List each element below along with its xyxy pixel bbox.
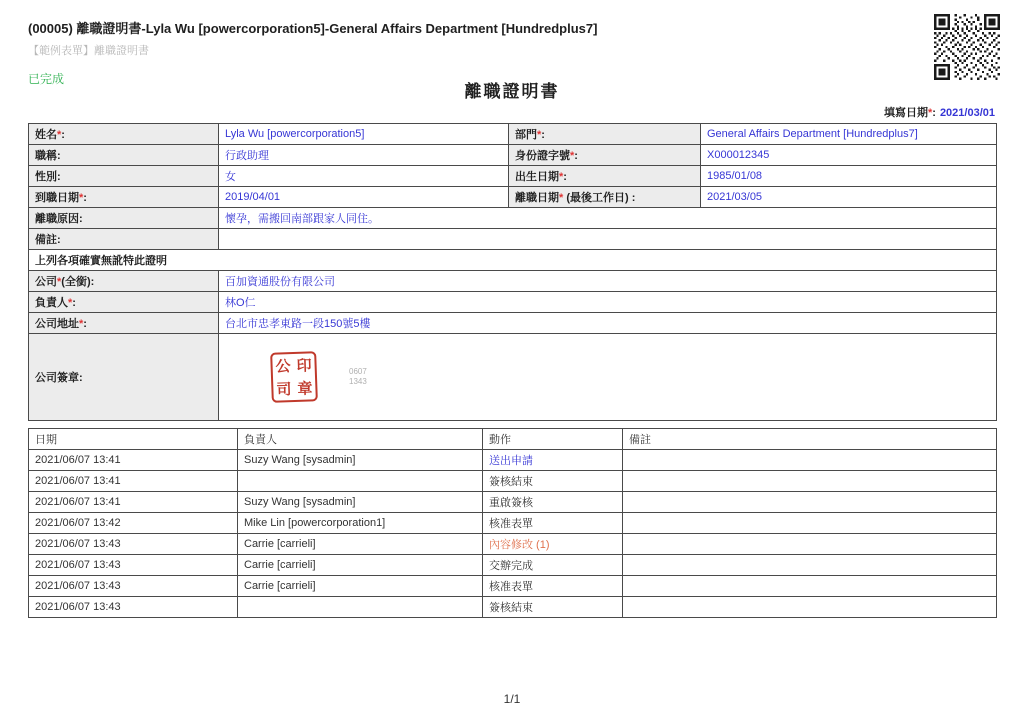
- log-note: [623, 576, 997, 597]
- label-colon: :: [541, 129, 545, 141]
- seal-area: [225, 352, 990, 402]
- name-label: [29, 124, 219, 145]
- content-modified-link[interactable]: 內容修改 (1): [483, 534, 623, 555]
- log-note: [623, 450, 997, 471]
- hire-date-value: 2019/04/01: [219, 187, 509, 208]
- company-address-label: [29, 313, 219, 334]
- label-text: 公司: [35, 276, 57, 288]
- label-text: 姓名: [35, 129, 57, 141]
- table-row: [29, 271, 997, 292]
- log-date: 2021/06/07 13:43: [29, 534, 238, 555]
- gender-value: 女: [219, 166, 509, 187]
- label-text: 離職日期: [515, 192, 559, 204]
- log-date: 2021/06/07 13:41: [29, 492, 238, 513]
- required-asterisk: *: [570, 150, 575, 162]
- log-note: [623, 513, 997, 534]
- log-header-date: 日期: [29, 429, 238, 450]
- log-date: 2021/06/07 13:43: [29, 576, 238, 597]
- log-action: 重啟簽核: [483, 492, 623, 513]
- employee-info-table: [28, 123, 997, 421]
- label-colon: :: [83, 318, 87, 330]
- fill-date-label: 填寫日期: [883, 107, 928, 119]
- seal-note-line: 1343: [349, 377, 367, 386]
- company-seal-cell: [219, 334, 997, 421]
- seal-char: 公: [275, 357, 291, 376]
- log-row: [29, 555, 997, 576]
- log-owner: [238, 471, 483, 492]
- log-note: [623, 471, 997, 492]
- label-text: 職稱: [35, 150, 57, 162]
- department-value: General Affairs Department [Hundredplus7]: [701, 124, 997, 145]
- table-row: [29, 292, 997, 313]
- remark-label: [29, 229, 219, 250]
- label-colon: :: [563, 171, 567, 183]
- birth-date-value: 1985/01/08: [701, 166, 997, 187]
- label-text: 負責人: [35, 297, 68, 309]
- label-text: 性別: [35, 171, 57, 183]
- fill-date-colon: :: [932, 107, 936, 119]
- label-colon: :: [79, 213, 83, 225]
- seal-char: 印: [296, 356, 312, 375]
- required-asterisk: *: [57, 276, 62, 288]
- action-link[interactable]: 送出申請: [483, 450, 623, 471]
- log-header-action: 動作: [483, 429, 623, 450]
- document-title: 離職證明書: [464, 82, 560, 101]
- resign-reason-label: [29, 208, 219, 229]
- qr-code-icon: [934, 14, 1000, 80]
- id-number-label: [509, 145, 701, 166]
- log-row: [29, 513, 997, 534]
- log-note: [623, 492, 997, 513]
- responsible-person-label: [29, 292, 219, 313]
- seal-char: 司: [276, 380, 292, 399]
- required-asterisk: *: [57, 129, 62, 141]
- log-date: 2021/06/07 13:41: [29, 450, 238, 471]
- log-owner: Suzy Wang [sysadmin]: [238, 450, 483, 471]
- fill-date: [884, 104, 995, 120]
- label-colon: (最後工作日) :: [563, 192, 636, 204]
- log-header-row: [29, 429, 997, 450]
- label-colon: (全銜):: [61, 276, 95, 288]
- status-badge: 已完成: [28, 72, 65, 86]
- log-action: 簽核結束: [483, 471, 623, 492]
- required-asterisk: *: [927, 107, 933, 119]
- required-asterisk: *: [559, 171, 564, 183]
- table-row: [29, 187, 997, 208]
- birth-date-label: [509, 166, 701, 187]
- table-row: [29, 166, 997, 187]
- certification-statement: 上列各項確實無訛特此證明: [29, 250, 997, 271]
- log-note: [623, 597, 997, 618]
- label-colon: :: [79, 372, 83, 384]
- label-text: 離職原因: [35, 213, 79, 225]
- label-colon: :: [72, 297, 76, 309]
- label-text: 出生日期: [515, 171, 559, 183]
- log-action: 核准表單: [483, 513, 623, 534]
- log-owner: [238, 597, 483, 618]
- log-date: 2021/06/07 13:43: [29, 555, 238, 576]
- label-text: 公司地址: [35, 318, 79, 330]
- required-asterisk: *: [559, 192, 564, 204]
- required-asterisk: *: [68, 297, 73, 309]
- label-text: 身份證字號: [515, 150, 570, 162]
- required-asterisk: *: [79, 192, 84, 204]
- log-owner: Mike Lin [powercorporation1]: [238, 513, 483, 534]
- label-text: 備註: [35, 234, 57, 246]
- label-text: 公司簽章: [35, 372, 79, 384]
- required-asterisk: *: [537, 129, 542, 141]
- log-owner: Carrie [carrieli]: [238, 555, 483, 576]
- department-label: [509, 124, 701, 145]
- label-text: 部門: [515, 129, 537, 141]
- job-title-value: 行政助理: [219, 145, 509, 166]
- label-colon: :: [57, 171, 61, 183]
- table-row: [29, 145, 997, 166]
- label-colon: :: [57, 150, 61, 162]
- label-colon: :: [57, 234, 61, 246]
- log-action: 簽核結束: [483, 597, 623, 618]
- seal-note-line: 0607: [349, 366, 367, 376]
- log-owner: Carrie [carrieli]: [238, 534, 483, 555]
- fill-date-value: 2021/03/01: [939, 107, 995, 119]
- company-name-label: [29, 271, 219, 292]
- form-template-subtitle: 【範例表單】離職證明書: [28, 45, 149, 57]
- log-row: [29, 471, 997, 492]
- log-action: 核准表單: [483, 576, 623, 597]
- resign-reason-value: 懷孕，需搬回南部跟家人同住。: [219, 208, 997, 229]
- table-row: [29, 334, 997, 421]
- seal-timestamp-note: [349, 367, 367, 388]
- log-row: [29, 597, 997, 618]
- log-note: [623, 534, 997, 555]
- label-text: 到職日期: [35, 192, 79, 204]
- resign-date-value: 2021/03/05: [701, 187, 997, 208]
- log-row: [29, 576, 997, 597]
- table-row: [29, 229, 997, 250]
- seal-char: 章: [297, 379, 313, 398]
- approval-log-table: [28, 428, 997, 618]
- log-note: [623, 555, 997, 576]
- log-row: [29, 450, 997, 471]
- table-row: [29, 124, 997, 145]
- resign-date-label: [509, 187, 701, 208]
- label-colon: :: [61, 129, 65, 141]
- hire-date-label: [29, 187, 219, 208]
- log-header-note: 備註: [623, 429, 997, 450]
- required-asterisk: *: [79, 318, 84, 330]
- log-date: 2021/06/07 13:43: [29, 597, 238, 618]
- table-row: [29, 208, 997, 229]
- log-date: 2021/06/07 13:42: [29, 513, 238, 534]
- log-row: [29, 492, 997, 513]
- table-row: [29, 250, 997, 271]
- id-number-value: X000012345: [701, 145, 997, 166]
- log-date: 2021/06/07 13:41: [29, 471, 238, 492]
- label-colon: :: [574, 150, 578, 162]
- job-title-label: [29, 145, 219, 166]
- log-header-owner: 負責人: [238, 429, 483, 450]
- company-address-value: 台北市忠孝東路一段150號5樓: [219, 313, 997, 334]
- gender-label: [29, 166, 219, 187]
- company-seal-label: [29, 334, 219, 421]
- page-indicator: 1/1: [503, 692, 521, 706]
- name-value: Lyla Wu [powercorporation5]: [219, 124, 509, 145]
- remark-value: [219, 229, 997, 250]
- log-row: [29, 534, 997, 555]
- form-instance-title: (00005) 離職證明書-Lyla Wu [powercorporation5]-General Affairs Department [Hundredplus7]: [28, 21, 598, 36]
- label-colon: :: [83, 192, 87, 204]
- log-owner: Carrie [carrieli]: [238, 576, 483, 597]
- company-name-value: 百加資通股份有限公司: [219, 271, 997, 292]
- log-action: 交辦完成: [483, 555, 623, 576]
- table-row: [29, 313, 997, 334]
- log-owner: Suzy Wang [sysadmin]: [238, 492, 483, 513]
- responsible-person-value: 林O仁: [219, 292, 997, 313]
- company-seal-stamp-icon: [270, 351, 318, 403]
